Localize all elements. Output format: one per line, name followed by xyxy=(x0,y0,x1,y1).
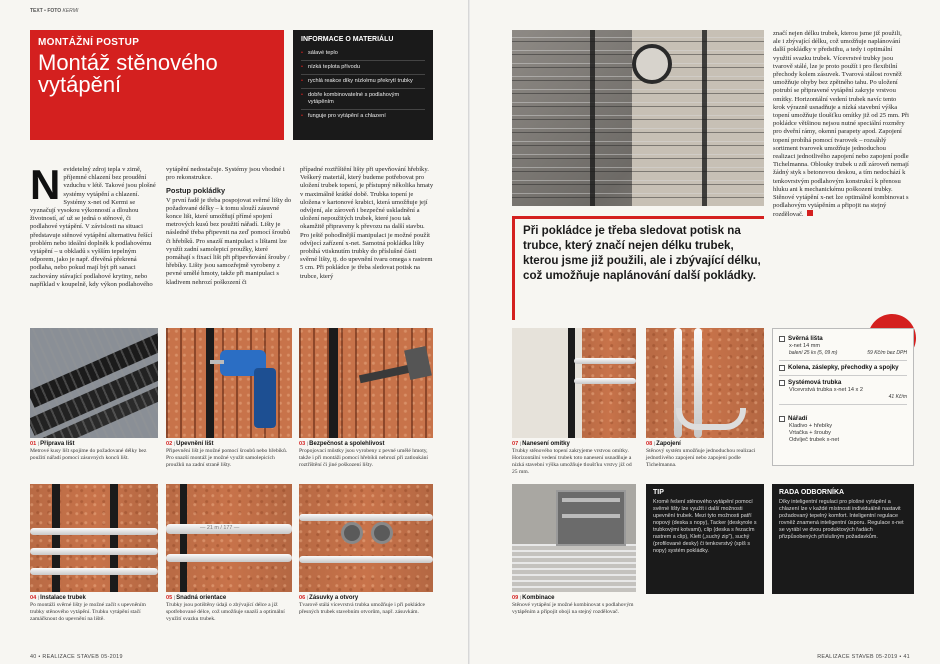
expert-heading: RADA ODBORNÍKA xyxy=(779,489,845,496)
end-mark xyxy=(807,210,813,216)
step-photo-06 xyxy=(299,484,433,592)
step-photo-01 xyxy=(30,328,158,438)
folio-left: 40 • REALIZACE STAVEB 05-2019 xyxy=(30,654,123,660)
step-caption-06: 06 | Zásuvky a otvory Tvarově stálá vícevrstvá trubka umožňuje i při pokládce přesných trubek stavebním otvorům, např. zásuvkám. xyxy=(299,595,425,615)
info-item: • sálavé teplo xyxy=(301,47,425,61)
step-caption-03: 03 | Bezpečnost a spolehlivost Propojovací můstky jsou vyrobeny z pevné umělé hmoty, takže i při montáži pomocí hřebíků nehrozí při zatloukání roztříštění či jiné poškození lišty. xyxy=(299,441,428,468)
shopping-item: Nářadí Kladivo + hřebíky Vrtačka + šrouby Odvíječ trubek x-net xyxy=(779,405,907,451)
page-title: Montáž stěnového vytápění xyxy=(38,50,218,97)
drop-cap: N xyxy=(30,161,61,208)
title-block xyxy=(30,30,284,140)
checkbox-icon xyxy=(779,365,785,371)
body-paragraph: případné roztříštění lišty při upevňování hřebíky. xyxy=(300,166,429,173)
step-photo-08 xyxy=(646,328,764,438)
hero-photo xyxy=(512,30,764,206)
body-paragraph: Veškerý materiál, který budeme potřebovat pro uložení trubek topení, je přístupný několika hmaty v maximálně krátké době. Trubka topení je uložena v kartonové krabici, která umožňuje její odvíjení, ale zároveň i bezpečné uskladnění a uložení nepoužitých trubek, které jsou tak okamžitě připraveny k převozu na další stavbu. Pro ještě pohodlnější manipulaci je možné použít odvíjecí zařízení x-net. Samotná pokládka lišty probíhá vtisknutím trubky do příslušné části svěrné lišty, tj. do upevnění tvaru omega s rastrem 5 cm. Při pokládce je třeba sledovat potisk na trubce, který xyxy=(300,174,434,280)
step-photo-05 xyxy=(166,484,292,592)
step-caption-09: 09 | Kombinace Stěnové vytápění je možné kombinovat s podlahovým vytápěním a připojit oboji na stejný rozdělovač. xyxy=(512,595,634,615)
pipe-print-label: — 21 m / 177 — xyxy=(200,525,240,531)
step-photo-02 xyxy=(166,328,292,438)
info-item: • dobře kombinovatelné s podlahovým vytápěním xyxy=(301,89,425,110)
info-item: • funguje pro vytápění a chlazení xyxy=(301,110,425,123)
tip-box xyxy=(646,484,764,594)
body-column-3 xyxy=(300,166,434,281)
pull-quote: Při pokládce je třeba sledovat potisk na trubce, který značí nejen délku trubek, kterou jsme již použili, ale i zbývající délku, což umožňuje naplánování další pokládky. xyxy=(512,216,764,320)
step-photo-07 xyxy=(512,328,636,438)
expert-text: Díky inteligentní regulaci pro plošné vytápění a chlazení lze v každé místnosti individuálně nastavit požadovaný tepelný komfort. Inteligentní regulace rovněž znamená inteligentní úsporu. Regulace x-net se vyrábí ve dvou produktových řadách přizpůsobených příslušným požadavkům. xyxy=(779,499,904,540)
right-page xyxy=(470,0,940,664)
shopping-item: Systémová trubka Vícevrstvá trubka x-net 14 x 2 41 Kč/m xyxy=(779,376,907,405)
step-caption-04: 04 | Instalace trubek Po montáži svěrné lišty je možné začít s upevněním trubky stěnového vytápění. Trubku vytápění stačí zamáčknout do upevnění na liště. xyxy=(30,595,146,622)
step-photo-03 xyxy=(299,328,433,438)
body-paragraph: vytápění nedostačuje. Systémy jsou vhodné i pro rekonstrukce. xyxy=(166,166,285,182)
shopping-item: Kolena, záslepky, přechodky a spojky xyxy=(779,361,907,376)
body-paragraph: značí nejen délku trubek, kterou jsme již použili, ale i zbývající délku, což umožňuje naplánování další pokládky v předstihu, a tedy i optimální využití svazku trubek. Vícevrstvé trubky jsou tvarově stálé, lze je proto použít i pro flexibilní přechody kolem zásuvek. Tvarová stálost rovněž umožňuje ohyby bez zpětného tahu. Po uložení potrubí se připravené vytápění zakryje vrstvou omítky. Horizontální vedení trubek navíc tento krok výrazně usnadňuje a nízká stavební výška topení umožňuje tloušťku omítky již od 25 mm. Při pokládce většinou nejsou nutné speciální rozměry pro dveřní rámy, okenní parapety apod. Zapojení topení probíhá pomocí tvarovek – rozsáhlý sortiment tvarovek umožňuje jednoduchou realizaci jednotlivého zapojení nebo zapojení podle Tichelmanna. Oblouky trubek u zdí zároveň nemají žádný styk s betonovou deskou, a tím nedochází k tenkovrstvým podlahovým konstrukcí k přenosu hluku ani k mechanickému poškození trubky. Stěnové vytápění x-net lze optimálně kombinovat s podlahovým vytápěním a připojit na stejný rozdělovač. xyxy=(773,30,909,219)
step-photo-09 xyxy=(512,484,636,592)
info-item: • nízká teplota přívodu xyxy=(301,61,425,75)
body-column-right xyxy=(773,30,909,220)
step-photo-04 xyxy=(30,484,158,592)
shopping-list xyxy=(772,328,914,466)
tip-text: Kromě řešení stěnového vytápění pomocí svěrné lišty lze využít i další možnosti upevnění trubek. Mezi tyto možnosti patří nopový (deska s nopy), Tacker (deskyrole s trubkovými kotvami), clip (deska s řezacím rastrem a clip), Klett („suchý zip"), suchý (profilované desky) či tenkovrstvý (spíš s nopy) systém pokládky. xyxy=(653,499,757,554)
expert-box xyxy=(772,484,914,594)
step-caption-01: 01 | Příprava lišt Metrové kusy lišt spojíme do požadované délky bez použití nářadí pomocí zásuvných konců lišt. xyxy=(30,441,147,461)
tip-heading: TIP xyxy=(653,489,664,496)
folio-right: REALIZACE STAVEB 05-2019 • 41 xyxy=(817,654,910,660)
running-header: TEXT • FOTO KERMI xyxy=(30,8,79,14)
step-caption-05: 05 | Snadná orientace Trubky jsou potištěny údaji o zbývající délce a již spotřebované délce, což umožňuje snazší a optimální využití svazku trubek. xyxy=(166,595,285,622)
body-paragraph: V první řadě je třeba pospojovat svěrné lišty do požadované délky – k tomu slouží zásuvné konce lišt, které umožňují přímé spojení metrových kusů bez použití nářadí. Lišty je následně třeba připevnit na zeď pomocí šroubů či hřebíků. Pro snazší manipulaci s lištami lze využít zadní samolepicí proužky, které pomáhají s fixací lišt při připevňování šrouby / hřebíky. Lišty jsou samozřejmě vyrobeny z pevné umělé hmoty, takže při manipulaci s kladivem nehrozí poškození či xyxy=(166,196,292,286)
info-box xyxy=(293,30,433,140)
shopping-item: Svěrná lišta x-net 14 mm balení 25 ks (5, 09 m) 59 Kč/m bez DPH xyxy=(779,335,907,361)
info-box-heading: INFORMACE O MATERIÁLU xyxy=(301,36,394,43)
checkbox-icon xyxy=(779,416,785,422)
info-item: • rychlá reakce díky nízkému překrytí trubky xyxy=(301,75,425,89)
checkbox-icon xyxy=(779,380,785,386)
body-column-2 xyxy=(166,166,292,287)
step-caption-08: 08 | Zapojení Stěnový systém umožňuje jednoduchou realizaci jednotlivého zapojení nebo zapojení podle Tichelmanna. xyxy=(646,441,756,468)
checkbox-icon xyxy=(779,336,785,342)
title-kicker: MONTÁŽNÍ POSTUP xyxy=(38,37,140,48)
step-caption-07: 07 | Nanesení omítky Trubky stěnového topení zakryjeme vrstvou omítky. Horizontální vedení trubek toto nanesení usnadňuje a nízká stavební výška umožňuje tloušťku vrstvy již od 25 mm. xyxy=(512,441,632,475)
intro-text: evidetelný zdroj tepla v zimě, příjemné chlazení bez proudění vzduchu v létě. Takové jsou plošné systémy vytápění a chlazení. Systémy x-net od Kermi se vyznačují vysokou výkonností a dlouhou životností, ať už se jedná o stěnové, či podlahové vytápění. V závislosti na situaci představuje stěnové vytápění alternativu řešící problém nebo ideální doplněk k podlahovému vytápění – u obkladů s vyšším tepelným odporem, jako je např. dřevěná překrená podlaha, nebo pokud mají být při sanaci zachovány stávající podlahové krytiny, nebo například v koupelně, kdy výkon podlahového xyxy=(30,166,156,288)
intro-column xyxy=(30,161,158,289)
section-heading: Postup pokládky xyxy=(166,186,226,196)
step-caption-02: 02 | Upevnění lišt Připevnění lišt je možné pomocí šroubů nebo hřebíků. Pro snazší montáž je možné využít samolepicích proužků na zadní straně lišty. xyxy=(166,441,288,468)
